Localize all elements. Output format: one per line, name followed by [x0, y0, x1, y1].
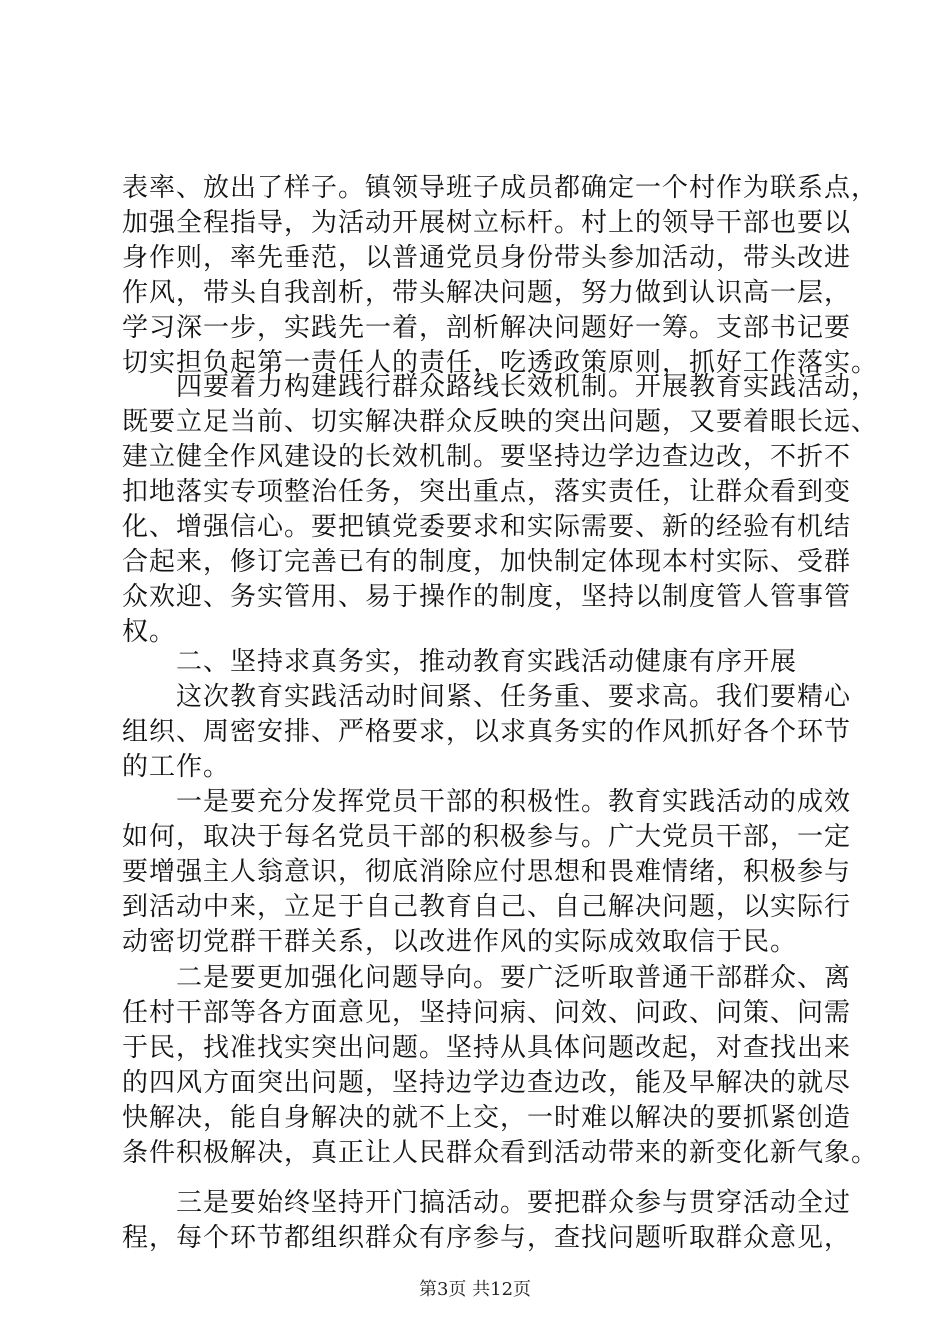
text-line: 任村干部等各方面意见，坚持问病、问效、问政、问策、问需 — [122, 998, 852, 1028]
text-line: 二是要更加强化问题导向。要广泛听取普通干部群众、离 — [122, 963, 852, 993]
text-line: 权。 — [122, 617, 177, 647]
text-line: 一是要充分发挥党员干部的积极性。教育实践活动的成效 — [122, 787, 852, 817]
text-line: 学习深一步，实践先一着，剖析解决问题好一筹。支部书记要 — [122, 313, 852, 343]
text-line: 三是要始终坚持开门搞活动。要把群众参与贯穿活动全过 — [122, 1188, 852, 1218]
text-line: 身作则，率先垂范，以普通党员身份带头参加活动，带头改进 — [122, 243, 852, 273]
text-line: 程，每个环节都组织群众有序参与，查找问题听取群众意见， — [122, 1223, 852, 1253]
text-line: 表率、放出了样子。镇领导班子成员都确定一个村作为联系点， — [122, 173, 879, 203]
text-line: 到活动中来，立足于自己教育自己、自己解决问题，以实际行 — [122, 892, 852, 922]
text-line: 这次教育实践活动时间紧、任务重、要求高。我们要精心 — [122, 682, 852, 712]
text-line: 扣地落实专项整治任务，突出重点，落实责任，让群众看到变 — [122, 477, 852, 507]
text-line: 要增强主人翁意识，彻底消除应付思想和畏难情绪，积极参与 — [122, 857, 852, 887]
text-line: 四要着力构建践行群众路线长效机制。开展教育实践活动， — [122, 372, 879, 402]
text-line: 合起来，修订完善已有的制度，加快制定体现本村实际、受群 — [122, 547, 852, 577]
text-line: 的工作。 — [122, 752, 231, 782]
text-line: 建立健全作风建设的长效机制。要坚持边学边查边改，不折不 — [122, 442, 852, 472]
text-line: 既要立足当前、切实解决群众反映的突出问题，又要着眼长远、 — [122, 407, 879, 437]
section-heading: 二、坚持求真务实，推动教育实践活动健康有序开展 — [122, 647, 798, 677]
text-line: 条件积极解决，真正让人民群众看到活动带来的新变化新气象。 — [122, 1138, 879, 1168]
text-line: 切实担负起第一责任人的责任，吃透政策原则，抓好工作落实。 — [122, 348, 879, 378]
text-line: 作风，带头自我剖析，带头解决问题，努力做到认识高一层， — [122, 278, 852, 308]
text-line: 如何，取决于每名党员干部的积极参与。广大党员干部，一定 — [122, 822, 852, 852]
text-line: 快解决，能自身解决的就不上交，一时难以解决的要抓紧创造 — [122, 1103, 852, 1133]
text-line: 的四风方面突出问题，坚持边学边查边改，能及早解决的就尽 — [122, 1068, 852, 1098]
text-line: 化、增强信心。要把镇党委要求和实际需要、新的经验有机结 — [122, 512, 852, 542]
text-line: 动密切党群干群关系，以改进作风的实际成效取信于民。 — [122, 927, 798, 957]
page-number: 第3页 共12页 — [418, 1279, 532, 1300]
text-line: 加强全程指导，为活动开展树立标杆。村上的领导干部也要以 — [122, 208, 852, 238]
text-line: 众欢迎、务实管用、易于操作的制度，坚持以制度管人管事管 — [122, 582, 852, 612]
text-line: 于民，找准找实突出问题。坚持从具体问题改起，对查找出来 — [122, 1033, 852, 1063]
text-line: 组织、周密安排、严格要求，以求真务实的作风抓好各个环节 — [122, 717, 852, 747]
